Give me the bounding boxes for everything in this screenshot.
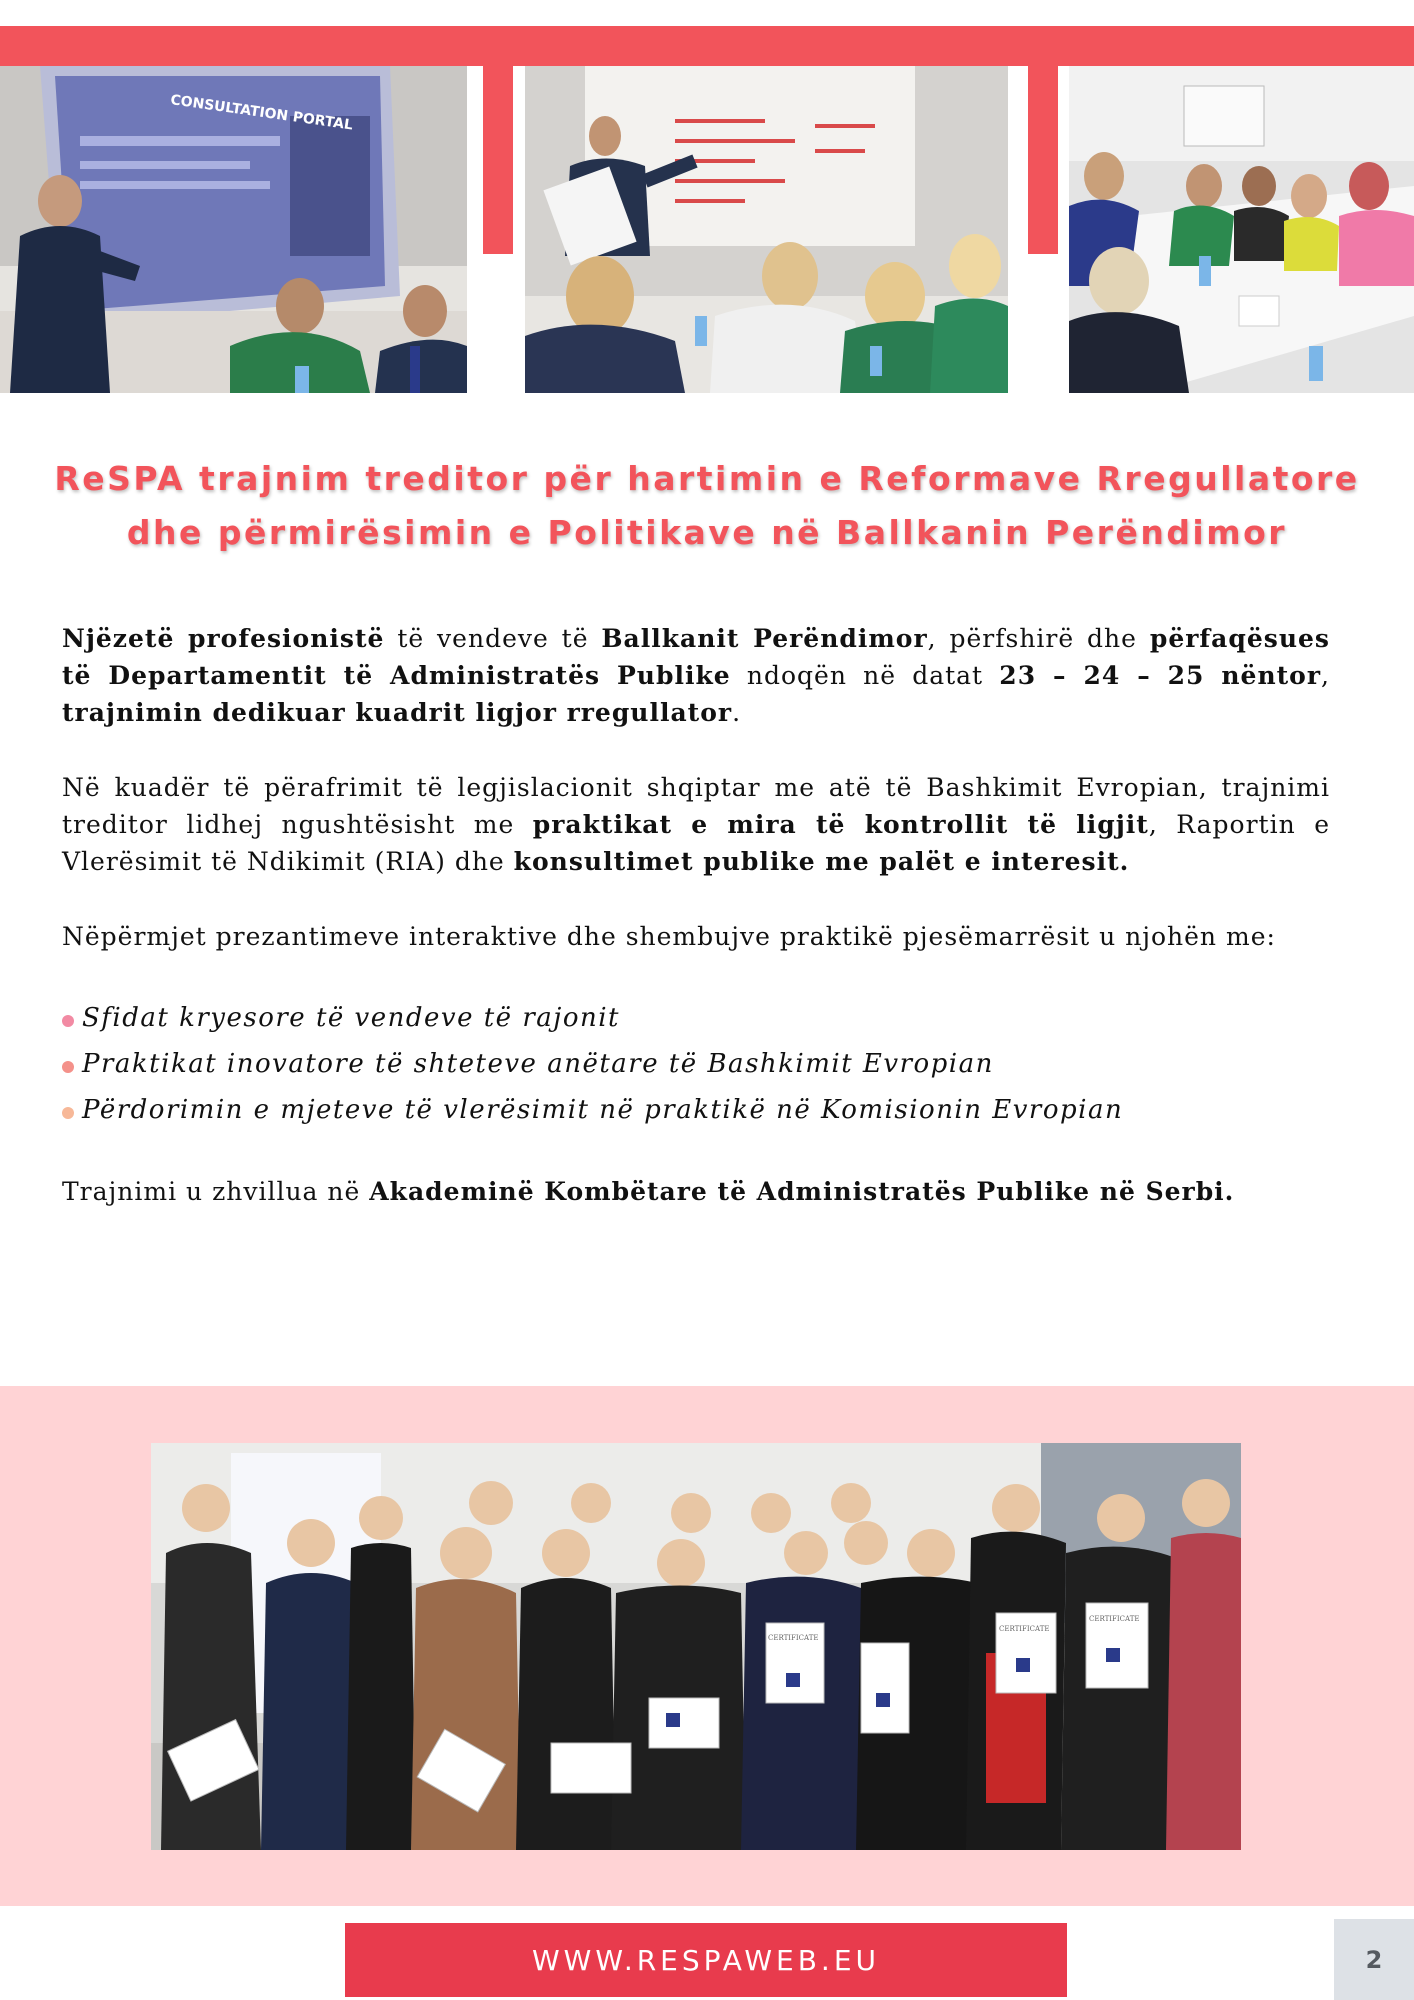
topics-list xyxy=(62,995,1330,1133)
text: Trajnimi u zhvillua në xyxy=(62,1177,370,1206)
header-pillar-left xyxy=(483,66,513,254)
bullet-dot-icon xyxy=(62,1107,74,1119)
text: , xyxy=(1321,661,1330,690)
article-title-line-1: ReSPA trajnim treditor për hartimin e Reformave Rregullatore xyxy=(54,459,1360,498)
list-item-text: Përdorimin e mjeteve të vlerësimit në praktikë në Komisionin Evropian xyxy=(82,1095,1124,1125)
text: ndoqën në datat xyxy=(730,661,1000,690)
text: Në kuadër të përafrimit të legjislacionit shqiptar me atë të Bashkimit Evropian, trajnimi treditor lidhej ngushtësisht me xyxy=(62,773,1330,839)
list-item xyxy=(62,1087,1330,1133)
text-strong: Ballkanit Perëndimor xyxy=(601,624,928,653)
photo-workshop xyxy=(1069,66,1414,393)
photo-whiteboard xyxy=(525,66,1008,393)
text: , Raportin e Vlerësimit të Ndikimit (RIA) dhe xyxy=(62,810,1330,876)
photo-group-certificates xyxy=(151,1443,1241,1850)
text: , përfshirë dhe xyxy=(927,624,1150,653)
article-title xyxy=(0,452,1414,560)
list-item-text: Praktikat inovatore të shteteve anëtare të Bashkimit Evropian xyxy=(82,1049,994,1079)
header-pillar-right xyxy=(1028,66,1058,254)
bullet-dot-icon xyxy=(62,1061,74,1073)
page-number xyxy=(1334,1919,1414,2000)
website-link[interactable] xyxy=(345,1923,1067,1997)
paragraph-participants xyxy=(62,620,1330,731)
text-strong: Akademinë Kombëtare të Administratës Publike në Serbi. xyxy=(369,1177,1235,1206)
header-accent-bar xyxy=(0,26,1414,66)
text-strong: konsultimet publike me palët e interesit. xyxy=(513,847,1130,876)
svg-text:CERTIFICATE: CERTIFICATE xyxy=(1089,1615,1140,1623)
text: të vendeve të xyxy=(384,624,602,653)
bullet-dot-icon xyxy=(62,1015,74,1027)
text-strong: 23 – 24 – 25 nëntor xyxy=(999,661,1322,690)
svg-text:CERTIFICATE: CERTIFICATE xyxy=(768,1634,819,1642)
text-strong: përfaqësues të Departamentit të Administratës Publike xyxy=(62,624,1330,690)
photo-presentation xyxy=(0,66,467,393)
text-strong: Njëzetë profesionistë xyxy=(62,624,385,653)
paragraph-venue xyxy=(62,1173,1330,1210)
svg-text:CONSULTATION PORTAL: CONSULTATION PORTAL xyxy=(169,92,354,134)
article-title-line-2: dhe përmirësimin e Politikave në Ballkanin Perëndimor xyxy=(126,513,1288,552)
paragraph-context xyxy=(62,769,1330,880)
paragraph-intro-list: Nëpërmjet prezantimeve interaktive dhe shembujve praktikë pjesëmarrësit u njohën me: xyxy=(62,922,1276,951)
list-item-text: Sfidat kryesore të vendeve të rajonit xyxy=(82,1003,620,1033)
text-strong: trajnimin dedikuar kuadrit ligjor rregullator xyxy=(62,698,733,727)
text-strong: praktikat e mira të kontrollit të ligjit xyxy=(532,810,1149,839)
text: . xyxy=(732,698,742,727)
article-body xyxy=(62,620,1330,1248)
svg-text:CERTIFICATE: CERTIFICATE xyxy=(999,1625,1050,1633)
list-item xyxy=(62,1041,1330,1087)
list-item xyxy=(62,995,1330,1041)
website-text: WWW.RESPAWEB.EU xyxy=(531,1943,881,1977)
page-number-text: 2 xyxy=(1365,1945,1383,1974)
